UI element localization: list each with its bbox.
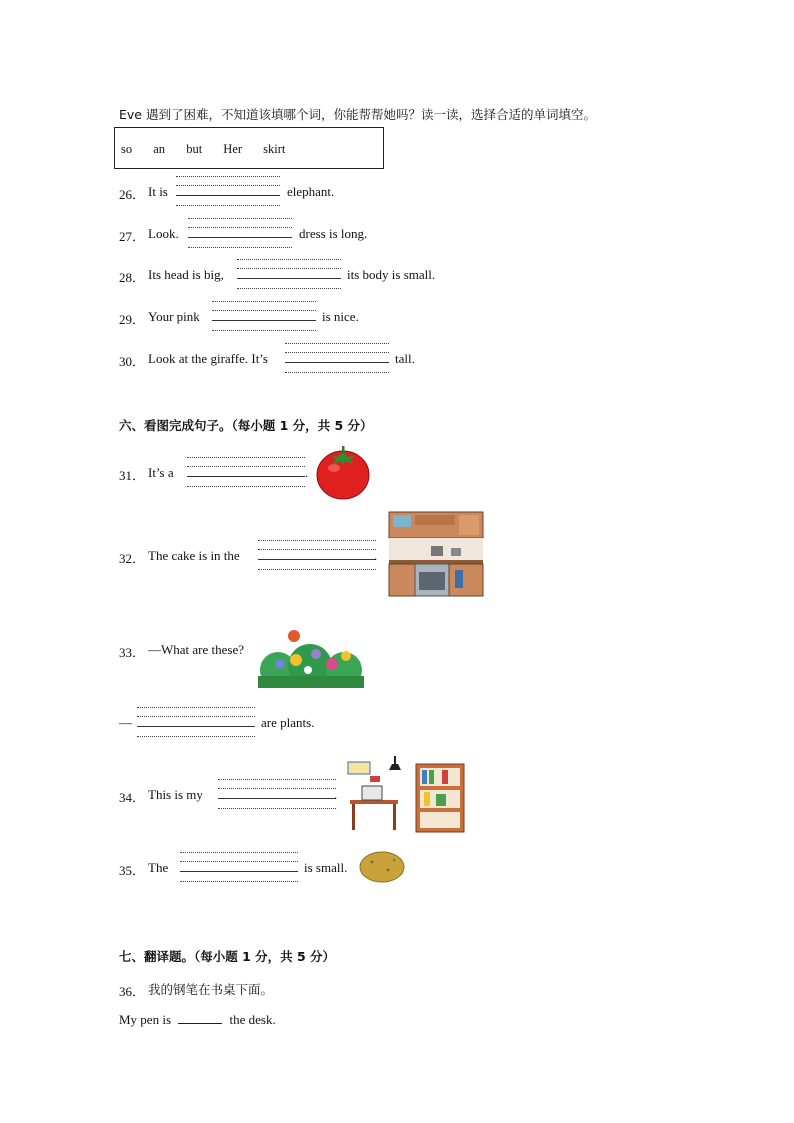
- word-bank-item: an: [153, 142, 166, 156]
- q33-text-after: are plants.: [261, 715, 315, 730]
- q27-text-before: Look.: [148, 226, 179, 241]
- q26-number: 26．: [119, 187, 146, 202]
- q32-number: 32．: [119, 551, 146, 566]
- q31-answer-blank[interactable]: [187, 457, 305, 487]
- q35-number: 35．: [119, 863, 146, 878]
- q26-answer-blank[interactable]: [176, 176, 280, 206]
- q29-answer-blank[interactable]: [212, 301, 316, 331]
- q27-answer-blank[interactable]: [188, 218, 292, 248]
- q31-number: 31．: [119, 468, 146, 483]
- instruction-text: Eve 遇到了困难，不知道该填哪个词，你能帮帮她吗？读一读，选择合适的单词填空。: [119, 107, 596, 122]
- q34-text-before: This is my: [148, 787, 203, 802]
- q34-answer-blank[interactable]: [218, 779, 336, 809]
- q26-text-before: It is: [148, 184, 168, 199]
- section7-title: 七、翻译题。（每小题 1 分，共 5 分）: [119, 949, 336, 964]
- q27-text-after: dress is long.: [299, 226, 368, 241]
- q34-number: 34．: [119, 790, 146, 805]
- flowers-icon: [258, 626, 364, 688]
- q32-text-after: .: [374, 548, 378, 563]
- q35-text-before: The: [148, 860, 169, 875]
- q35-text-after: is small.: [304, 860, 348, 875]
- word-bank-box: [114, 127, 384, 169]
- potato-icon: [358, 850, 406, 884]
- q29-number: 29．: [119, 312, 146, 327]
- q30-answer-blank[interactable]: [285, 343, 389, 373]
- q36-prompt: 我的钢笔在书桌下面。: [148, 982, 274, 997]
- q33-dash: —: [119, 715, 132, 730]
- word-bank-item: Her: [223, 142, 243, 156]
- q33-number: 33．: [119, 645, 146, 660]
- q35-answer-blank[interactable]: [180, 852, 298, 882]
- word-bank: [121, 142, 301, 157]
- kitchen-icon: [387, 510, 485, 598]
- q30-text-after: tall.: [395, 351, 415, 366]
- q32-answer-blank[interactable]: [258, 540, 376, 570]
- q30-number: 30．: [119, 354, 146, 369]
- study-room-icon: [346, 756, 466, 834]
- q31-text-before: It’s a: [148, 465, 174, 480]
- word-bank-item: so: [121, 142, 133, 156]
- q28-number: 28．: [119, 270, 146, 285]
- q33-answer-blank[interactable]: [137, 707, 255, 737]
- q36-answer-blank[interactable]: [178, 1013, 222, 1024]
- q36-text-after: the desk.: [229, 1012, 276, 1027]
- q28-text-after: its body is small.: [347, 267, 436, 282]
- q29-text-before: Your pink: [148, 309, 200, 324]
- q36-sentence: [119, 1012, 276, 1028]
- q36-text-before: My pen is: [119, 1012, 171, 1027]
- q28-text-before: Its head is big,: [148, 267, 224, 282]
- tomato-icon: [314, 444, 372, 500]
- q36-number: 36．: [119, 984, 146, 999]
- word-bank-item: but: [186, 142, 203, 156]
- q32-text-before: The cake is in the: [148, 548, 240, 563]
- q30-text-before: Look at the giraffe. It’s: [148, 351, 268, 366]
- q29-text-after: is nice.: [322, 309, 359, 324]
- section6-title: 六、看图完成句子。（每小题 1 分，共 5 分）: [119, 418, 373, 433]
- q34-text-after: .: [334, 787, 338, 802]
- q33-question: —What are these?: [148, 642, 245, 657]
- q26-text-after: elephant.: [287, 184, 335, 199]
- word-bank-item: skirt: [263, 142, 286, 156]
- q28-answer-blank[interactable]: [237, 259, 341, 289]
- q27-number: 27．: [119, 229, 146, 244]
- q31-text-after: .: [305, 465, 309, 480]
